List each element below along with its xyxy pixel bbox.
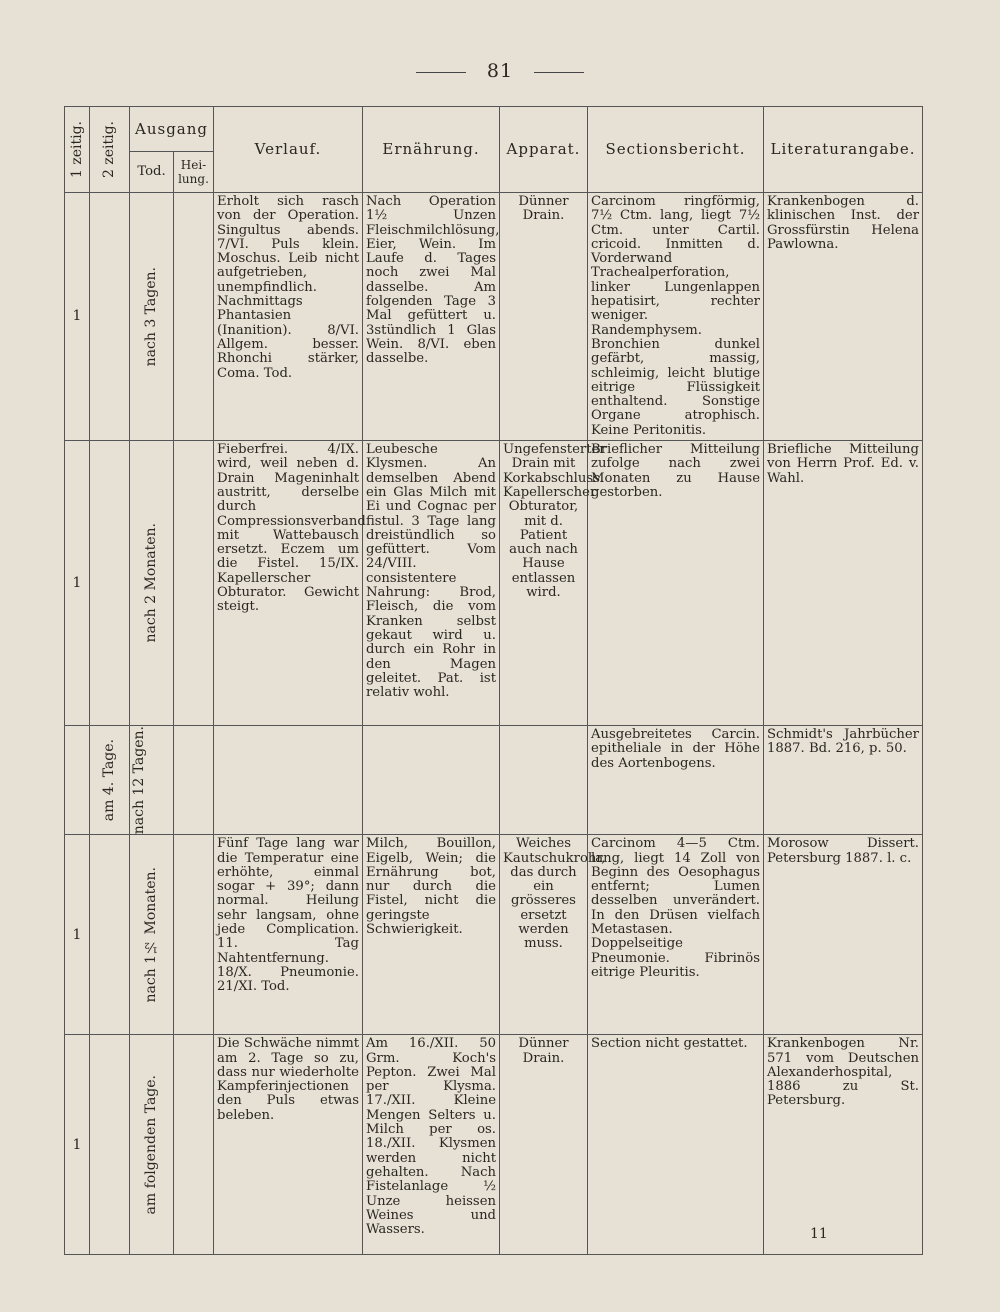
cell-zeitig1: 1 (65, 1035, 90, 1255)
table-row (65, 441, 923, 726)
cell-verlauf: Erholt sich rasch von der Operation. Singultus abends. 7/VI. Puls klein. Moschus. Leib nicht aufgetrieben, unempfindlich. Nachmittags Phantasien (Inanition). 8/VI. Allgem. besser. Rhonchi stärker, Coma. Tod. (214, 193, 363, 441)
cell-verlauf: Fieberfrei. 4/IX. wird, weil neben d. Drain Mageninhalt austritt, derselbe durch Compressionsverband mit Wattebausch ersetzt. Eczem um die Fistel. 15/IX. Kapellerscher Obturator. Gewicht steigt. (214, 441, 363, 726)
cell-tod: nach 3 Tagen. (130, 193, 174, 441)
header-apparat: Apparat. (500, 107, 588, 193)
table-row (65, 1035, 923, 1255)
cell-ernaehrung: Leubesche Klysmen. An demselben Abend ein Glas Milch mit Ei und Cognac per fistul. 3 Tage lang dreistündlich so gefüttert. Vom 24/VIII. consistentere Nahrung: Brod, Fleisch, die vom Kranken selbst gekaut wird u. durch ein Rohr in den Magen geleitet. Pat. ist relativ wohl. (363, 441, 500, 726)
header-ernaehrung: Ernährung. (363, 107, 500, 193)
cell-apparat: Dünner Drain. (500, 1035, 588, 1255)
cell-verlauf: Die Schwäche nimmt am 2. Tage so zu, dass nur wiederholte Kampferinjectionen den Puls etwas beleben. (214, 1035, 363, 1255)
signature-mark: 11 (810, 1226, 828, 1242)
cell-tod: nach 2 Monaten. (130, 441, 174, 726)
cell-zeitig2: am 4. Tage. (90, 726, 130, 835)
header-sectionsbericht: Sectionsbericht. (588, 107, 764, 193)
cell-sectionsbericht: Ausgebreitetes Carcin. epitheliale in der Höhe des Aortenbogens. (588, 726, 764, 835)
page-number (0, 60, 1000, 82)
cell-zeitig1: 1 (65, 441, 90, 726)
cell-sectionsbericht: Brieflicher Mitteilung zufolge nach zwei Monaten zu Hause gestorben. (588, 441, 764, 726)
header-tod: Tod. (130, 152, 174, 193)
cell-literaturangabe: Krankenbogen Nr. 571 vom Deutschen Alexanderhospital, 1886 zu St. Petersburg. (764, 1035, 923, 1255)
cell-apparat: Weiches Kautschukrohr, das durch ein grösseres ersetzt werden muss. (500, 835, 588, 1035)
cell-sectionsbericht: Carcinom 4—5 Ctm. lang, liegt 14 Zoll von Beginn des Oesophagus entfernt; Lumen desselben unverändert. In den Drüsen vielfach Metastasen. Doppelseitige Pneumonie. Fibrinös eitrige Pleuritis. (588, 835, 764, 1035)
cell-zeitig1 (65, 726, 90, 835)
table-row (65, 835, 923, 1035)
table-header (65, 107, 923, 193)
cell-literaturangabe: Morosow Dissert. Petersburg 1887. l. c. (764, 835, 923, 1035)
cell-literaturangabe: Schmidt's Jahrbücher 1887. Bd. 216, p. 50. (764, 726, 923, 835)
cell-ernaehrung: Nach Operation 1½ Unzen Fleischmilchlösung, Eier, Wein. Im Laufe d. Tages noch zwei Mal dasselbe. Am folgenden Tage 3 Mal gefüttert u. 3stündlich 1 Glas Wein. 8/VI. eben dasselbe. (363, 193, 500, 441)
cell-apparat: Ungefensterter Drain mit Korkabschluss. Kapellerscher Obturator, mit d. Patient auch nach Hause entlassen wird. (500, 441, 588, 726)
cell-zeitig2 (90, 441, 130, 726)
header-zeitig1: 1 zeitig. (65, 107, 90, 193)
cell-literaturangabe: Briefliche Mitteilung von Herrn Prof. Ed. v. Wahl. (764, 441, 923, 726)
table-row (65, 193, 923, 441)
cell-heilung (174, 193, 214, 441)
case-table (64, 106, 923, 1255)
cell-zeitig2 (90, 835, 130, 1035)
header-verlauf: Verlauf. (214, 107, 363, 193)
dash-right (534, 72, 584, 73)
cell-ernaehrung (363, 726, 500, 835)
header-ausgang: Ausgang (130, 107, 214, 152)
cell-sectionsbericht: Carcinom ringförmig, 7½ Ctm. lang, liegt 7½ Ctm. unter Cartil. cricoid. Inmitten d. Vorderwand Trachealperforation, linker Lungenlappen hepatisirt, rechter weniger. Randemphysem. Bronchien dunkel gefärbt, massig, schleimig, leicht blutige eitrige Flüssigkeit enthaltend. Sonstige Organe atrophisch. Keine Peritonitis. (588, 193, 764, 441)
header-heilung: Hei- lung. (174, 152, 214, 193)
cell-heilung (174, 726, 214, 835)
cell-ernaehrung: Am 16./XII. 50 Grm. Koch's Pepton. Zwei Mal per Klysma. 17./XII. Kleine Mengen Selters u. Milch per os. 18./XII. Klysmen werden nicht gehalten. Nach Fistelanlage ½ Unze heissen Weines und Wassers. (363, 1035, 500, 1255)
cell-ernaehrung: Milch, Bouillon, Eigelb, Wein; die Ernährung bot, nur durch die Fistel, nicht die geringste Schwierigkeit. (363, 835, 500, 1035)
header-literaturangabe: Literaturangabe. (764, 107, 923, 193)
cell-verlauf: Fünf Tage lang war die Temperatur eine erhöhte, einmal sogar + 39°; dann normal. Heilung sehr langsam, ohne jede Complication. 11. Tag Nahtentfernung. 18/X. Pneumonie. 21/XI. Tod. (214, 835, 363, 1035)
cell-verlauf (214, 726, 363, 835)
cell-zeitig2 (90, 1035, 130, 1255)
cell-literaturangabe: Krankenbogen d. klinischen Inst. der Grossfürstin Helena Pawlowna. (764, 193, 923, 441)
cell-heilung (174, 441, 214, 726)
cell-apparat (500, 726, 588, 835)
page-number-text: 81 (486, 60, 514, 82)
cell-sectionsbericht: Section nicht gestattet. (588, 1035, 764, 1255)
dash-left (416, 72, 466, 73)
cell-tod: am folgenden Tage. (130, 1035, 174, 1255)
cell-zeitig2 (90, 193, 130, 441)
cell-heilung (174, 1035, 214, 1255)
cell-tod: nach 12 Tagen. (130, 726, 174, 835)
cell-heilung (174, 835, 214, 1035)
header-zeitig2: 2 zeitig. (90, 107, 130, 193)
cell-zeitig1: 1 (65, 835, 90, 1035)
cell-apparat: Dünner Drain. (500, 193, 588, 441)
table-row (65, 726, 923, 835)
cell-zeitig1: 1 (65, 193, 90, 441)
cell-tod: nach 1½ Monaten. (130, 835, 174, 1035)
